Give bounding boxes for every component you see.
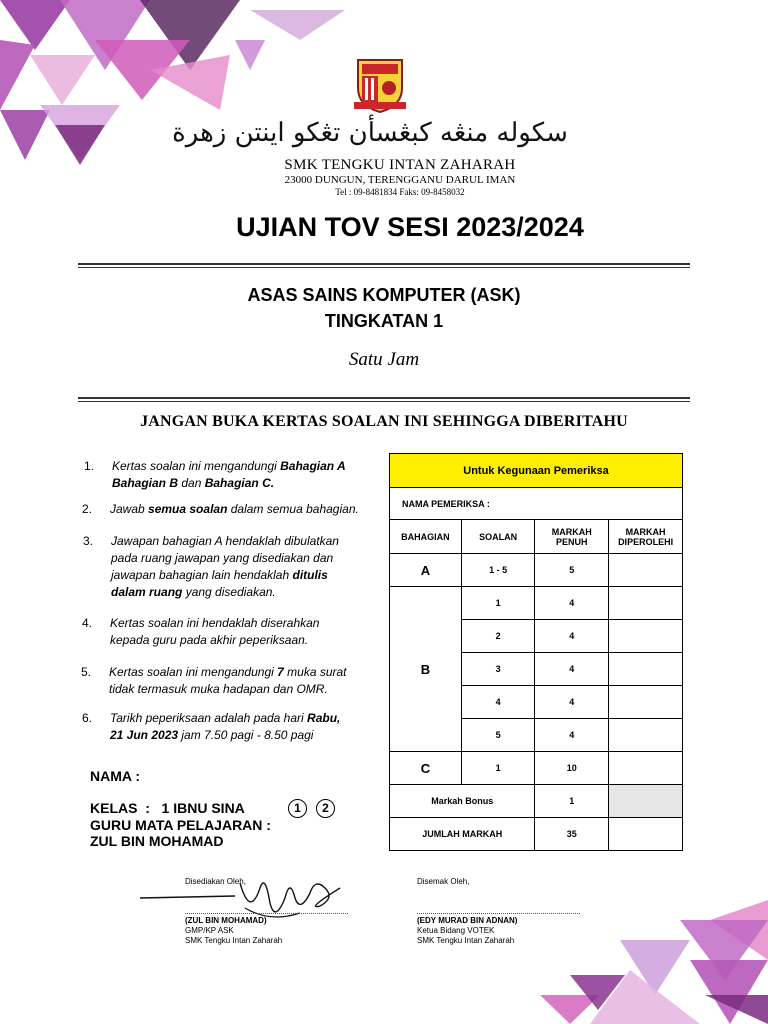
- total-mark-cell: 35: [535, 818, 609, 851]
- circled-number-1: 1: [288, 799, 307, 818]
- checked-by-name: (EDY MURAD BIN ADNAN): [417, 916, 518, 925]
- question-cell: 1: [461, 752, 535, 785]
- instruction-text: Kertas soalan ini hendaklah diserahkan: [110, 616, 320, 630]
- header-text: MARKAH: [551, 526, 592, 537]
- instruction-text: Jawab: [110, 502, 149, 516]
- checked-by-block: [417, 916, 517, 946]
- instruction-text: kepada guru pada akhir peperiksaan.: [110, 633, 309, 647]
- total-obtained-cell[interactable]: [609, 818, 683, 851]
- full-mark-cell: 4: [535, 620, 609, 653]
- header-bahagian: BAHAGIAN: [390, 520, 462, 554]
- instruction-number: 4.: [82, 616, 93, 630]
- header-markah-diperolehi: [609, 520, 683, 554]
- full-mark-cell: 4: [535, 653, 609, 686]
- subject-title: ASAS SAINS KOMPUTER (ASK): [247, 285, 521, 305]
- table-title: Untuk Kegunaan Pemeriksa: [390, 454, 683, 488]
- school-crest-logo: [354, 56, 406, 114]
- instruction-text: Tarikh peperiksaan adalah pada hari: [110, 711, 308, 725]
- school-address: 23000 DUNGUN, TERENGGANU DARUL IMAN: [284, 174, 516, 186]
- full-mark-cell: 4: [535, 686, 609, 719]
- instruction-text: jam 7.50 pagi - 8.50 pagi: [178, 728, 314, 742]
- obtained-mark-cell[interactable]: [609, 719, 683, 752]
- instruction-text: Kertas soalan ini mengandungi: [112, 459, 281, 473]
- divider-top-1: [78, 263, 690, 265]
- total-label: JUMLAH MARKAH: [390, 818, 535, 851]
- instruction-1: [84, 458, 382, 492]
- instruction-bold: 7: [277, 665, 284, 679]
- table-row: [390, 818, 683, 851]
- bonus-mark-cell: 1: [535, 785, 609, 818]
- instruction-bold: dalam ruang: [111, 585, 183, 599]
- section-cell: B: [390, 587, 462, 752]
- obtained-mark-cell[interactable]: [609, 752, 683, 785]
- bonus-obtained-cell: [609, 785, 683, 818]
- instruction-2: [82, 501, 385, 518]
- instruction-text: Jawapan bahagian A hendaklah dibulatkan: [111, 534, 339, 548]
- table-row: [390, 587, 683, 620]
- instruction-text: tidak termasuk muka hadapan dan OMR.: [109, 682, 328, 696]
- prepared-by-role: GMP/KP ASK: [185, 926, 234, 935]
- instruction-bold: Bahagian B: [112, 476, 179, 490]
- school-contact: Tel : 09-8481834 Faks: 09-8458032: [335, 187, 465, 197]
- instruction-text: jawapan bahagian lain hendaklah: [111, 568, 293, 582]
- instruction-5: [81, 664, 384, 698]
- obtained-mark-cell[interactable]: [609, 554, 683, 587]
- prepared-by-name: (ZUL BIN MOHAMAD): [185, 916, 267, 925]
- instruction-bold: 21 Jun 2023: [110, 728, 179, 742]
- examiner-marks-table: [389, 453, 683, 851]
- instruction-bold: Bahagian A: [280, 459, 346, 473]
- instruction-bold: Bahagian C.: [204, 476, 275, 490]
- warning-notice: JANGAN BUKA KERTAS SOALAN INI SEHINGGA DIBERITAHU: [140, 413, 628, 430]
- question-cell: 1: [461, 587, 535, 620]
- obtained-mark-cell[interactable]: [609, 620, 683, 653]
- divider-top-2: [78, 267, 690, 268]
- signature-line-prepared: [185, 913, 348, 914]
- instruction-text: muka surat: [283, 665, 347, 679]
- instruction-4: [82, 615, 385, 649]
- obtained-mark-cell[interactable]: [609, 587, 683, 620]
- school-name-jawi: سکوله منڠه کبڠسأن تڠکو اينتن زهرة: [172, 118, 568, 148]
- table-row: [390, 554, 683, 587]
- question-cell: 1 - 5: [461, 554, 535, 587]
- instruction-3: [83, 533, 386, 601]
- header-text: MARKAH: [625, 526, 666, 537]
- instruction-text: yang disediakan.: [182, 585, 276, 599]
- header-text: PENUH: [556, 536, 588, 547]
- prepared-by-block: [185, 916, 282, 946]
- table-row: [390, 785, 683, 818]
- question-cell: 2: [461, 620, 535, 653]
- obtained-mark-cell[interactable]: [609, 686, 683, 719]
- full-mark-cell: 4: [535, 587, 609, 620]
- decorative-triangles-bottom: [530, 900, 768, 1024]
- examiner-name-label: NAMA PEMERIKSA :: [390, 488, 683, 520]
- school-name: SMK TENGKU INTAN ZAHARAH: [284, 157, 516, 173]
- header-markah-penuh: [535, 520, 609, 554]
- class-line: KELAS : 1 IBNU SINA: [90, 800, 245, 816]
- instruction-bold: Rabu,: [307, 711, 341, 725]
- signature-line-checked: [417, 913, 580, 914]
- question-cell: 3: [461, 653, 535, 686]
- prepared-by-school: SMK Tengku Intan Zaharah: [185, 936, 283, 945]
- name-label: NAMA :: [90, 768, 141, 784]
- full-mark-cell: 4: [535, 719, 609, 752]
- instruction-bold: ditulis: [292, 568, 328, 582]
- instruction-text: dalam semua bahagian.: [227, 502, 359, 516]
- exam-duration: Satu Jam: [348, 349, 420, 370]
- section-cell: A: [390, 554, 462, 587]
- instruction-number: 1.: [84, 459, 95, 473]
- table-row: [390, 752, 683, 785]
- divider-mid-2: [78, 401, 690, 402]
- form-level: TINGKATAN 1: [324, 311, 444, 331]
- header-soalan: SOALAN: [461, 520, 535, 554]
- divider-mid-1: [78, 397, 690, 399]
- header-text: DIPEROLEHI: [618, 536, 674, 547]
- checked-by-school: SMK Tengku Intan Zaharah: [417, 936, 515, 945]
- full-mark-cell: 10: [535, 752, 609, 785]
- question-cell: 4: [461, 686, 535, 719]
- exam-title: UJIAN TOV SESI 2023/2024: [236, 212, 584, 242]
- instruction-number: 5.: [81, 665, 92, 679]
- instruction-number: 6.: [82, 711, 93, 725]
- instruction-text: dan: [178, 476, 205, 490]
- question-cell: 5: [461, 719, 535, 752]
- instruction-bold: semua soalan: [148, 502, 228, 516]
- instruction-text: pada ruang jawapan yang disediakan dan: [111, 551, 334, 565]
- obtained-mark-cell[interactable]: [609, 653, 683, 686]
- prepared-by-label: Disediakan Oleh,: [185, 877, 246, 886]
- instruction-number: 2.: [82, 502, 93, 516]
- instruction-text: Kertas soalan ini mengandungi: [109, 665, 278, 679]
- full-mark-cell: 5: [535, 554, 609, 587]
- bonus-label: Markah Bonus: [390, 785, 535, 818]
- circled-number-2: 2: [316, 799, 335, 818]
- checked-by-role: Ketua Bidang VOTEK: [417, 926, 495, 935]
- instruction-6: [82, 710, 385, 744]
- instruction-number: 3.: [83, 534, 94, 548]
- section-cell: C: [390, 752, 462, 785]
- teacher-label: GURU MATA PELAJARAN :: [90, 817, 271, 833]
- checked-by-label: Disemak Oleh,: [417, 877, 470, 886]
- teacher-name: ZUL BIN MOHAMAD: [90, 833, 224, 849]
